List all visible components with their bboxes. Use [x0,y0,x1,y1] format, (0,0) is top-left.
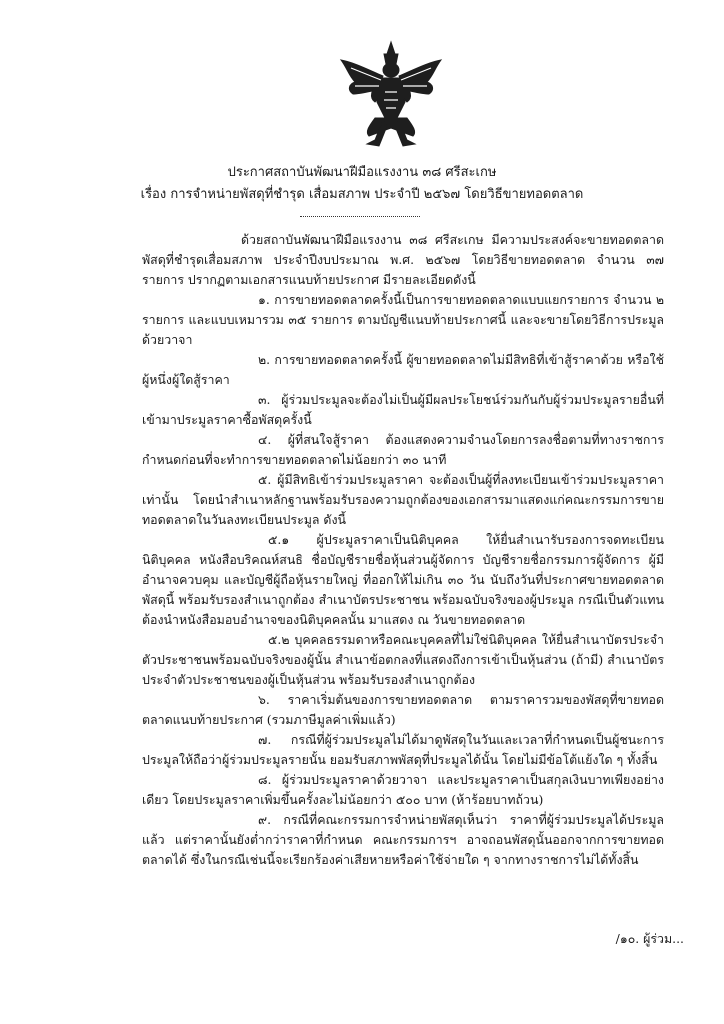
clause-7: ๗. กรณีที่ผู้ร่วมประมูลไม่ได้มาดูพัสดุในวันและเวลาที่กำหนดเป็นผู้ชนะการประมูลให้ถือว่าผู้ร่วมประมูลรายนั้น ยอมรับสภาพพัสดุที่ประมูลได้นั้น โดยไม่มีข้อโต้แย้งใด ๆ ทั้งสิ้น [142,732,664,767]
clause-1: ๑. การขายทอดตลาดครั้งนี้เป็นการขายทอดตลาดแบบแยกรายการ จำนวน ๒ รายการ และแบบเหมารวม ๓๕ รายการ ตามบัญชีแนบท้ายประกาศนี้ และจะขายโดยวิธีการประมูลด้วยวาจา [142,292,664,347]
clause-5-1: ๕.๑ ผู้ประมูลราคาเป็นนิติบุคคล ให้ยื่นสำเนารับรองการจดทะเบียนนิติบุคคล หนังสือบริคณห์สนธิ ชื่อบัญชีรายชื่อหุ้นส่วนผู้จัดการ บัญชีรายชื่อกรรมการผู้จัดการ ผู้มีอำนาจควบคุม และบัญชีผู้ถือหุ้นรายใหญ่ ที่ออกให้ไม่เกิน ๓๐ วัน นับถึงวันที่ประกาศขายทอดตลาดพัสดุนี้ พร้อมรับรองสำเนาถูกต้อง สำเนาบัตรประชาชน พร้อมฉบับจริงของผู้ประมูล กรณีเป็นตัวแทน ต้องนำหนังสือมอบอำนาจของนิติบุคคลนั้น มาแสดง ณ วันขายทอดตลาด [142,532,664,627]
clause-3: ๓. ผู้ร่วมประมูลจะต้องไม่เป็นผู้มีผลประโยชน์ร่วมกันกับผู้ร่วมประมูลรายอื่นที่เข้ามาประมูลราคาซื้อพัสดุครั้งนี้ [142,392,664,427]
clause-2: ๒. การขายทอดตลาดครั้งนี้ ผู้ขายทอดตลาดไม่มีสิทธิที่เข้าสู้ราคาด้วย หรือใช้ผู้หนึ่งผู้ใดสู้ราคา [142,352,664,387]
clause-4: ๔. ผู้ที่สนใจสู้ราคา ต้องแสดงความจำนงโดยการลงชื่อตามที่ทางราชการกำหนดก่อนที่จะทำการขายทอดตลาดไม่น้อยกว่า ๓๐ นาที [142,432,664,467]
continuation-marker: /๑๐. ผู้ร่วม... [615,931,684,946]
document-body [142,230,664,870]
intro-paragraph: ด้วยสถาบันพัฒนาฝีมือแรงงาน ๓๘ ศรีสะเกษ มีความประสงค์จะขายทอดตลาดพัสดุที่ชำรุดเสื่อมสภาพ ประจำปีงบประมาณ พ.ศ. ๒๕๖๗ โดยวิธีขายทอดตลาด จำนวน ๓๗ รายการ ปรากฏตามเอกสารแนบท้ายประกาศ มีรายละเอียดดังนี้ [142,232,664,287]
clause-6: ๖. ราคาเริ่มต้นของการขายทอดตลาด ตามราคารวมของพัสดุที่ขายทอดตลาดแนบท้ายประกาศ (รวมภาษีมูลค่าเพิ่มแล้ว) [142,692,664,727]
clause-9: ๙. กรณีที่คณะกรรมการจำหน่ายพัสดุเห็นว่า ราคาที่ผู้ร่วมประมูลได้ประมูลแล้ว แต่ราคานั้นยังต่ำกว่าราคาที่กำหนด คณะกรรมการฯ อาจถอนพัสดุนั้นออกจากการขายทอดตลาดได้ ซึ่งในกรณีเช่นนี้จะเรียกร้องค่าเสียหายหรือค่าใช้จ่ายใด ๆ จากทางราชการไม่ได้ทั้งสิ้น [142,812,664,867]
clause-5: ๕. ผู้มีสิทธิเข้าร่วมประมูลราคา จะต้องเป็นผู้ที่ลงทะเบียนเข้าร่วมประมูลราคาเท่านั้น โดยนำสำเนาหลักฐานพร้อมรับรองความถูกต้องของเอกสารมาแสดงแก่คณะกรรมการขายทอดตลาดในวันลงทะเบียนประมูล ดังนี้ [142,472,664,527]
clause-5-2: ๕.๒ บุคคลธรรมดาหรือคณะบุคคลที่ไม่ใช่นิติบุคคล ให้ยื่นสำเนาบัตรประจำตัวประชาชนพร้อมฉบับจริงของผู้นั้น สำเนาข้อตกลงที่แสดงถึงการเข้าเป็นหุ้นส่วน (ถ้ามี) สำเนาบัตรประจำตัวประชาชนของผู้เป็นหุ้นส่วน พร้อมรับรองสำเนาถูกต้อง [142,632,664,687]
garuda-emblem-icon [339,40,443,152]
document-title: ประกาศสถาบันพัฒนาฝีมือแรงงาน ๓๘ ศรีสะเกษ [227,165,497,180]
header-divider [300,216,420,217]
clause-8: ๘. ผู้ร่วมประมูลราคาด้วยวาจา และประมูลราคาเป็นสกุลเงินบาทเพียงอย่างเดียว โดยประมูลราคาเพิ่มขึ้นครั้งละไม่น้อยกว่า ๕๐๐ บาท (ห้าร้อยบาทถ้วน) [142,772,664,807]
document-subject: เรื่อง การจำหน่ายพัสดุที่ชำรุด เสื่อมสภาพ ประจำปี ๒๕๖๗ โดยวิธีขายทอดตลาด [140,187,584,202]
